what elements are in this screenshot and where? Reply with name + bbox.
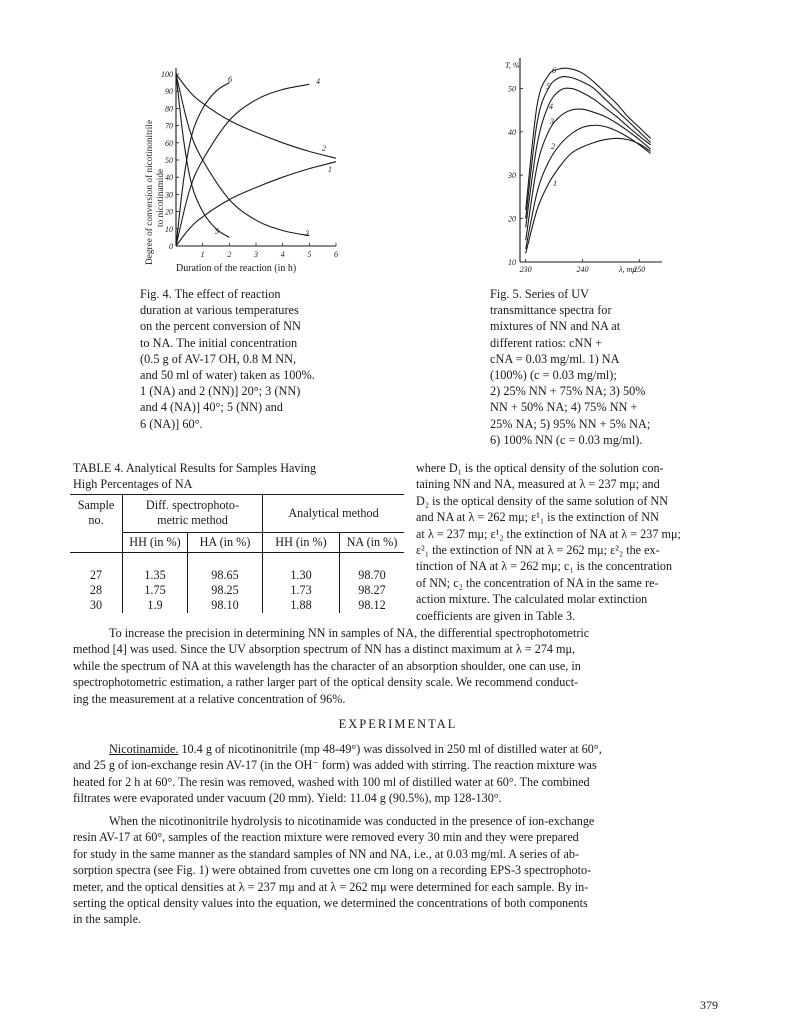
fig5-ylabel: T, % (505, 61, 520, 70)
fig5-y-tick-label: 30 (508, 171, 516, 181)
caption-line: (0.5 g of AV-17 OH, 0.8 M NN, (140, 351, 297, 366)
text-line: and 25 g of ion-exchange resin AV-17 (in the OH⁻ form) was added with stirring. The reaction mixture was (73, 758, 597, 773)
fig5-series-line-1 (526, 138, 651, 253)
fig4-x-tick-label: 3 (254, 250, 258, 259)
fig4-curve-label-2: 2 (322, 144, 326, 153)
header-sample-line1: Sample (77, 498, 115, 512)
text-line: heated for 2 h at 60°. The resin was removed, washed with 100 ml of distilled water at 60°. The combined (73, 774, 590, 789)
text-line: and NA at λ = 262 mμ; ε¹₁ is the extinction of NN (416, 510, 659, 525)
text-line: serting the optical density values into the equation, we determined the concentrations of both components (73, 896, 588, 911)
cell-value: 98.25 (188, 583, 263, 598)
caption-line: different ratios: cNN + (490, 335, 603, 350)
text-line: ing the measurement at a relative concentration of 96%. (73, 691, 346, 706)
fig4-y-tick-label: 50 (165, 156, 173, 165)
text-line: spectrophotometric estimation, a rather larger part of the optical density scale. We recommend conduct- (73, 675, 579, 690)
text-line: coefficients are given in Table 3. (416, 608, 576, 623)
figure-5 (498, 56, 668, 278)
text-run: 10.4 g of nicotinonitrile (mp 48-49°) was dissolved in 250 ml of distilled water at 60°, (178, 742, 602, 756)
fig4-xlabel: Duration of the reaction (in h) (176, 263, 297, 274)
cell-value: 1.73 (263, 583, 340, 598)
text-line: meter, and the optical densities at λ = 237 mμ and at λ = 262 mμ were determined for each sample. By in- (73, 879, 589, 894)
subheader-cell: HH (in %) (123, 533, 188, 553)
text-line: taining NN and NA, measured at λ = 237 mμ; and (416, 477, 660, 492)
fig5-curve-label-6: 6 (552, 66, 556, 75)
caption-line: Fig. 5. Series of UV (490, 287, 590, 301)
caption-line: and 4 (NA)] 40°; 5 (NN) and (140, 400, 283, 415)
section-heading: EXPERIMENTAL (338, 717, 458, 731)
fig4-y-tick-label: 30 (165, 190, 173, 200)
cell-value: 98.12 (358, 597, 386, 612)
cell-value: 98.10 (188, 598, 263, 613)
paragraph-differential-method (73, 625, 753, 707)
figure-4 (140, 62, 350, 277)
fig5-x-tick-label: 240 (576, 265, 589, 274)
caption-line: to NA. The initial concentration (140, 335, 298, 350)
header-diff-line2: metric method (157, 513, 228, 527)
fig5-curve-label-3: 3 (550, 117, 554, 126)
fig4-x-tick-label: 4 (280, 250, 285, 259)
fig4-curve-label-1: 1 (328, 165, 332, 174)
fig5-series-line-3 (526, 109, 651, 240)
text-line: in the sample. (73, 912, 142, 927)
fig5-x-tick-label: 230 (519, 265, 532, 274)
fig4-series (176, 74, 336, 246)
cell-value: 1.75 (123, 583, 188, 598)
caption-line: cNA = 0.03 mg/ml. 1) NA (490, 351, 620, 366)
table-4-title (73, 460, 403, 493)
subheader-cell: HH (in %) (263, 533, 340, 553)
figure-4-caption (140, 286, 390, 432)
caption-line: on the percent conversion of NN (140, 319, 301, 334)
fig4-y-tick-label: 20 (165, 207, 173, 217)
fig4-y-tick-label: 90 (165, 87, 173, 97)
cell-sample: 27 (70, 568, 123, 583)
cell-value: 1.35 (123, 568, 188, 583)
cell-value: 98.65 (188, 568, 263, 583)
fig4-x-ticks (201, 243, 338, 259)
table-header-row (70, 495, 404, 533)
figure-5-chart (498, 56, 668, 278)
header-diff-method (123, 495, 263, 533)
text-line: sorption spectra (see Fig. 1) were obtained from cuvettes one cm long on a recording EPS-3 spectrophoto- (73, 863, 592, 878)
fig4-curve-label-3: 3 (305, 229, 309, 238)
fig4-y-tick-label: 100 (161, 70, 173, 79)
equation-legend-text (416, 460, 746, 624)
caption-line: Fig. 4. The effect of reaction (140, 287, 281, 301)
fig4-x-tick-label: 1 (200, 250, 205, 259)
text-line: where D₁ is the optical density of the solution con- (416, 461, 664, 475)
caption-line: 2) 25% NN + 75% NA; 3) 50% (490, 384, 646, 399)
cell-sample: 28 (70, 583, 123, 598)
fig5-x-tick-label: 250 (633, 265, 646, 274)
fig4-series-line-1 (176, 162, 336, 246)
fig5-y-tick-label: 10 (508, 258, 516, 267)
fig5-curve-label-1: 1 (553, 179, 557, 188)
caption-line: mixtures of NN and NA at (490, 319, 621, 334)
fig5-y-ticks (507, 84, 523, 267)
table-row (70, 598, 404, 613)
figure-5-caption (490, 286, 730, 448)
figure-4-chart (140, 62, 350, 277)
page-number: 379 (700, 998, 718, 1012)
header-diff-line1: Diff. spectrophoto- (145, 498, 240, 512)
fig5-series-line-2 (526, 125, 651, 249)
text-line: method [4] was used. Since the UV absorption spectrum of NN has a distinct maximum at λ = 274 mμ, (73, 642, 576, 657)
fig5-series-line-5 (526, 77, 651, 219)
text-line: while the spectrum of NA at this wavelength has the character of an absorption shoulder, one can use, in (73, 658, 581, 673)
cell-sample: 30 (70, 598, 123, 613)
fig4-x-tick-label: 5 (307, 250, 312, 259)
fig5-curve-label-2: 2 (551, 142, 555, 151)
table-title-line: TABLE 4. Analytical Results for Samples Having (73, 461, 317, 475)
cell-value: 1.30 (263, 568, 340, 583)
nicotinamide-label: Nicotinamide. (109, 742, 179, 756)
fig5-curve-label-4: 4 (549, 102, 553, 111)
caption-line: 6 (NA)] 60°. (140, 416, 203, 431)
fig4-y-tick-label: 70 (165, 121, 173, 131)
text-line: for study in the same manner as the standard samples of NN and NA, i.e., at 0.03 mg/ml. A series of ab- (73, 846, 580, 861)
subheader-cell: HA (in %) (188, 533, 263, 553)
text-line: at λ = 237 mμ; ε¹₂ the extinction of NA at λ = 237 mμ; (416, 526, 681, 541)
caption-line: 1 (NA) and 2 (NN)] 20°; 3 (NN) (140, 384, 301, 399)
text-line: D₂ is the optical density of the same solution of NN (416, 493, 669, 508)
cell-value: 1.9 (123, 598, 188, 613)
fig4-y-tick-label: 0 (169, 242, 173, 251)
fig5-series (526, 68, 651, 253)
caption-line: 25% NA; 5) 95% NN + 5% NA; (490, 416, 651, 431)
caption-line: duration at various temperatures (140, 303, 299, 318)
header-analytical: Analytical method (288, 506, 379, 520)
caption-line: (100%) (c = 0.03 mg/ml); (490, 368, 617, 383)
caption-line: NN + 50% NA; 4) 75% NN + (490, 400, 638, 415)
caption-line: and 50 ml of water) taken as 100%. (140, 368, 315, 383)
fig4-x-tick-label: 6 (334, 250, 338, 259)
text-line: resin AV-17 at 60°, samples of the reaction mixture were removed every 30 min and they were prepared (73, 830, 579, 845)
fig4-curve-label-5: 5 (215, 227, 219, 236)
text-line: action mixture. The calculated molar extinction (416, 592, 648, 607)
table-4-grid (70, 494, 404, 613)
cell-value: 98.27 (358, 582, 386, 597)
fig4-y-tick-label: 40 (165, 173, 173, 183)
fig5-y-tick-label: 20 (508, 214, 516, 224)
caption-line: transmittance spectra for (490, 303, 612, 318)
table-row (70, 568, 404, 583)
text-line: ε²₁ the extinction of NN at λ = 262 mμ; ε²₂ the ex- (416, 543, 660, 558)
header-sample (70, 495, 123, 553)
fig4-y-tick-label: 80 (165, 104, 173, 114)
fig4-curve-label-4: 4 (316, 77, 320, 86)
table-4 (70, 494, 404, 613)
fig5-curve-label-5: 5 (546, 82, 550, 91)
fig4-y-tick-label: 60 (165, 138, 173, 148)
fig5-y-tick-label: 40 (508, 127, 516, 137)
text-line: filtrates were evaporated under vacuum (20 mm). Yield: 11.04 g (90.5%), mp 128-130°. (73, 791, 502, 806)
fig5-series-line-4 (526, 88, 651, 227)
cell-value: 1.88 (263, 598, 340, 613)
text-line: tinction of NA at λ = 262 mμ; c₁ is the concentration (416, 559, 673, 574)
text-line (73, 741, 753, 757)
text-line: When the nicotinonitrile hydrolysis to nicotinamide was conducted in the presence of ion-exchange (109, 814, 595, 828)
paragraph-nicotinamide (73, 741, 753, 807)
fig4-x-tick-label: 2 (227, 250, 232, 259)
fig5-x-unit: λ, mμ (619, 265, 637, 274)
fig4-ylabel-line2: to nicotinamide (156, 168, 166, 227)
paragraph-hydrolysis (73, 813, 753, 928)
fig4-ylabel-line1: Degree of conversion of nicotinonitrile (145, 119, 155, 265)
header-sample-line2: no. (88, 513, 104, 527)
caption-line: 6) 100% NN (c = 0.03 mg/ml). (490, 432, 643, 447)
table-title-line: High Percentages of NA (73, 477, 193, 492)
fig4-series-line-2 (176, 74, 336, 158)
fig4-curve-label-6: 6 (228, 75, 232, 84)
table-row (70, 583, 404, 598)
fig4-y-tick-label: 10 (165, 224, 173, 234)
subheader-cell: NA (in %) (346, 535, 398, 549)
text-line: To increase the precision in determining NN in samples of NA, the differential spectrophotometric (109, 626, 590, 640)
fig5-y-tick-label: 50 (508, 84, 516, 94)
text-line: of NN; c₂ the concentration of NA in the same re- (416, 575, 659, 590)
table-spacer-row (70, 553, 404, 568)
cell-value: 98.70 (358, 567, 386, 582)
